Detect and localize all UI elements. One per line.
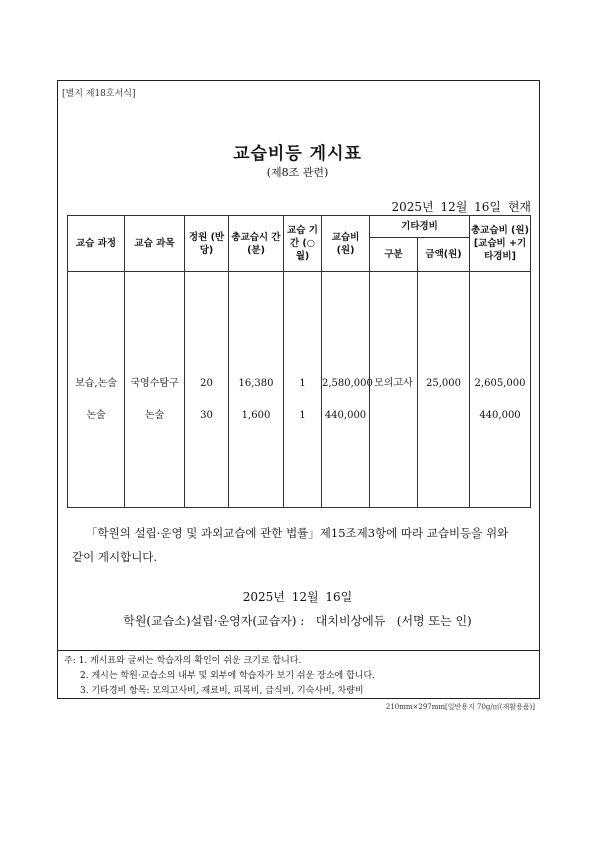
table-row xyxy=(68,272,531,508)
note-item: 주: 1. 게시표와 글씨는 학습자의 확인이 쉬운 크기로 합니다. xyxy=(64,656,302,666)
signing-date: 2025년 12월 16일 xyxy=(242,590,353,604)
total-cell: 2,605,000 440,000 xyxy=(470,272,531,508)
notes xyxy=(64,654,375,699)
header-subject: 교습 과목 xyxy=(125,216,185,272)
document-subtitle: (제8조 관련) xyxy=(266,166,329,179)
course-cell: 보습,논술 논술 xyxy=(68,272,125,508)
fee-cell: 2,580,000 440,000 xyxy=(322,272,370,508)
paper-spec: 210mm×297mm[일반용지 70g/㎡(재활용품)] xyxy=(385,703,535,711)
period-cell: 1 1 xyxy=(284,272,322,508)
notes-divider xyxy=(57,650,540,651)
statement-line: 「학원의 설립·운영 및 과외교습에 관한 법률」제15조제3항에 따라 교습비등을 위와 xyxy=(86,526,509,540)
header-other-amount: 금액(원) xyxy=(418,238,470,272)
statement-line: 같이 게시합니다. xyxy=(72,550,158,564)
header-capacity: 정원 (반당) xyxy=(185,216,229,272)
as-of-date: 2025년 12월 16일 현재 xyxy=(391,200,531,214)
other-type-cell: 모의고사 xyxy=(370,272,418,508)
header-total-time: 총교습시 간(분) xyxy=(229,216,284,272)
subject-cell: 국영수탐구 논술 xyxy=(125,272,185,508)
header-total: 총교습비 (원) [교습비 +기타경비] xyxy=(470,216,531,272)
header-other-expenses: 기타경비 xyxy=(370,216,470,238)
form-number: [별지 제18호서식] xyxy=(62,89,136,99)
total-time-cell: 16,380 1,600 xyxy=(229,272,284,508)
other-amount-cell: 25,000 xyxy=(418,272,470,508)
signer-line: 학원(교습소)설립·운영자(교습자) : 대치비상에듀 (서명 또는 인) xyxy=(123,614,472,628)
fee-table xyxy=(67,215,531,508)
header-course: 교습 과정 xyxy=(68,216,125,272)
note-item: 3. 기타경비 항목: 모의고사비, 재료비, 피복비, 급식비, 기숙사비, 차량비 xyxy=(80,686,364,696)
capacity-cell: 20 30 xyxy=(185,272,229,508)
header-period: 교습 기간 (○월) xyxy=(284,216,322,272)
header-other-type: 구분 xyxy=(370,238,418,272)
document-title: 교습비등 게시표 xyxy=(233,144,362,164)
note-item: 2. 게시는 학원·교습소의 내부 및 외부에 학습자가 보기 쉬운 장소에 합니다. xyxy=(80,671,376,681)
notice-statement xyxy=(72,521,527,569)
header-fee: 교습비 (원) xyxy=(322,216,370,272)
